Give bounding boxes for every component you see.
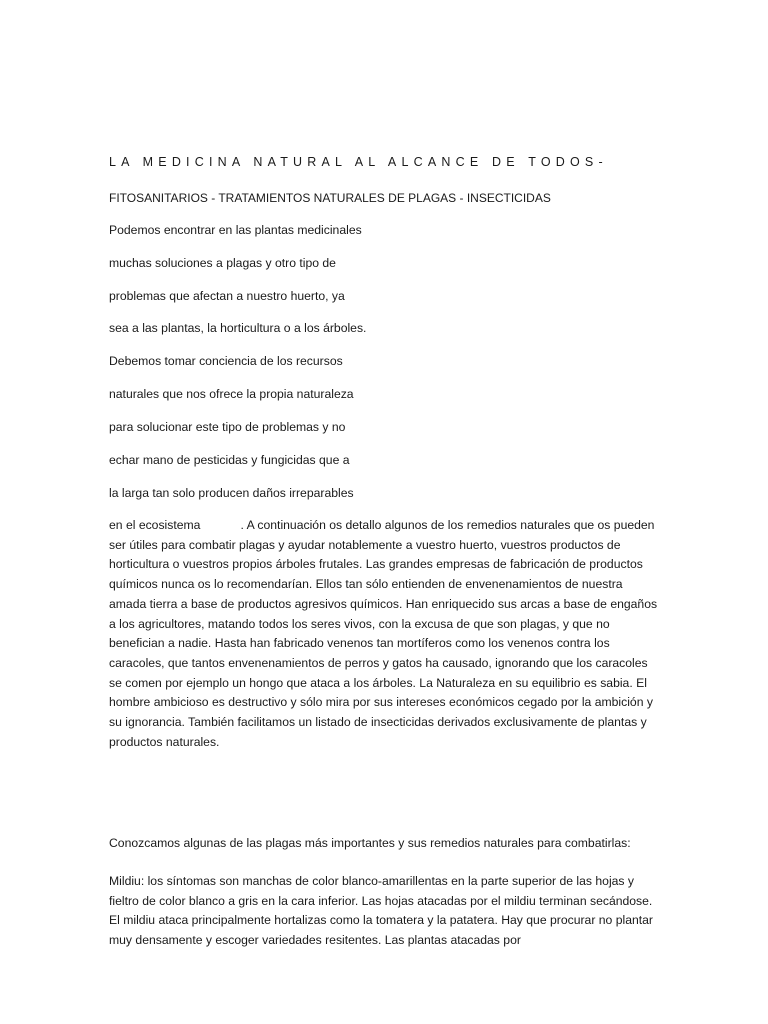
document-title: LA MEDICINA NATURAL AL ALCANCE DE TODOS- (109, 155, 608, 169)
main-paragraph-rest: . A continuación os detallo algunos de los remedios naturales que os pueden ser útiles para combatir plagas y ayudar notablemente a vuestro huerto, vuestros productos de horticultura o vuestros propios árboles frutales. Las grandes empresas de fabricación de productos químicos nunca os lo recomendarían. Ellos tan sólo entienden de envenenamientos de nuestra amada tierra a base de productos agresivos químicos. Han enriquecido sus arcas a base de engaños a los agricultores, matando todos los seres vivos, con la excusa de que son plagas, y que no benefician a nadie. Hasta han fabricado venenos tan mortíferos como los venenos contra los caracoles, que tantos envenenamientos de perros y gatos ha causado, ignorando que los caracoles se comen por ejemplo un hongo que ataca a los árboles. La Naturaleza en su equilibrio es sabia. El hombre ambicioso es destructivo y sólo mira por sus intereses económicos cegado por la ambición y su ignorancia. También facilitamos un listado de insecticidas derivados exclusivamente de plantas y productos naturales. (109, 518, 658, 749)
main-paragraph-start: en el ecosistema (109, 518, 201, 532)
text-line: para solucionar este tipo de problemas y no (109, 420, 346, 434)
text-line: problemas que afectan a nuestro huerto, ya (109, 289, 345, 303)
text-line: sea a las plantas, la horticultura o a los árboles. (109, 321, 367, 335)
text-line: Podemos encontrar en las plantas medicinales (109, 223, 362, 237)
text-line: naturales que nos ofrece la propia naturaleza (109, 387, 354, 401)
text-line: Debemos tomar conciencia de los recursos (109, 354, 343, 368)
document-subtitle: FITOSANITARIOS - TRATAMIENTOS NATURALES DE PLAGAS - INSECTICIDAS (109, 191, 551, 205)
mildiu-paragraph: Mildiu: los síntomas son manchas de color blanco-amarillentas en la parte superior de las hojas y fieltro de color blanco a gris en la cara inferior. Las hojas atacadas por el mildiu terminan secándose. El mildiu ataca principalmente hortalizas como la tomatera y la patatera. Hay que procurar no plantar muy densamente y escoger variedades resitentes. Las plantas atacadas por (109, 874, 653, 948)
text-line: la larga tan solo producen daños irreparables (109, 486, 354, 500)
main-paragraph (109, 516, 661, 752)
text-line: echar mano de pesticidas y fungicidas que a (109, 453, 350, 467)
text-line: muchas soluciones a plagas y otro tipo de (109, 256, 336, 270)
plagas-intro: Conozcamos algunas de las plagas más importantes y sus remedios naturales para combatirlas: (109, 836, 631, 850)
